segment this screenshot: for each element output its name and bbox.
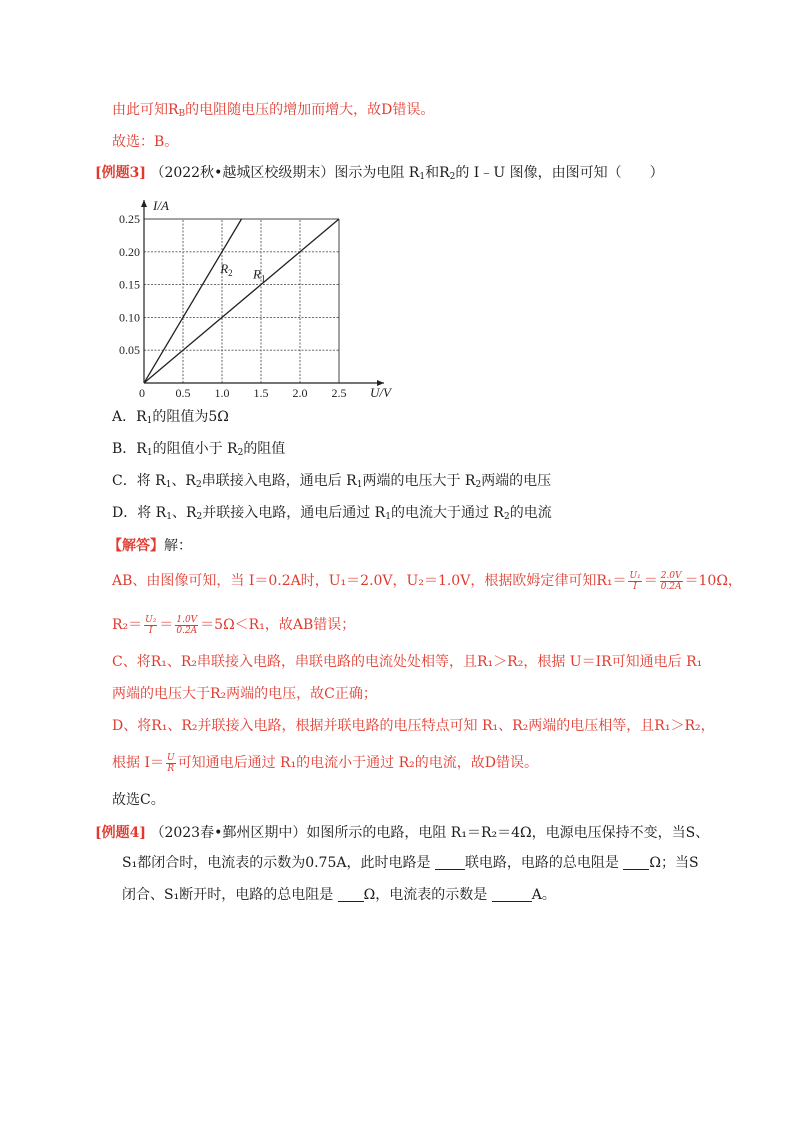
blank-total-resistance-1[interactable] <box>623 855 649 870</box>
example-3-label: [例题3] <box>95 165 146 181</box>
iu-graph <box>100 192 410 404</box>
chart-ticks <box>119 212 347 400</box>
series-line-r1 <box>144 219 339 383</box>
blank-ammeter-reading[interactable] <box>492 887 532 902</box>
blank-circuit-type[interactable] <box>435 855 465 870</box>
blank-total-resistance-2[interactable] <box>338 887 364 902</box>
x-tick-label: 2.5 <box>331 386 347 400</box>
example-4-line-2: S₁都闭合时，电流表的示数为0.75A，此时电路是 联电路，电路的总电阻是 Ω；当S <box>122 855 699 871</box>
solution-answer: 故选C。 <box>112 792 165 808</box>
y-tick-label: 0.20 <box>119 244 140 259</box>
example-4-question: [例题4] （2023春•鄞州区期中）如图所示的电路，电阻 R₁＝R₂＝4Ω，电源电压保持不变，当S、 <box>95 825 710 841</box>
option-d: D．将 $R_1$、$R_2$并联接入电路，通电后通过 $R_1$的电流大于通过 $R_2$的电流 <box>112 505 552 522</box>
y-tick-label: 0.25 <box>119 212 140 226</box>
y-tick-label: 0.10 <box>119 310 140 325</box>
x-tick-label: 1.0 <box>214 386 230 400</box>
x-tick-label: 0.5 <box>175 386 191 400</box>
example-3-question: [例题3] （2022秋•越城区校级期末）图示为电阻 $R_1$和$R_2$的 I﹣U 图像，由图可知（ ） <box>95 165 664 182</box>
y-axis-arrow <box>141 200 147 207</box>
solution-c-line: C、将R₁、R₂串联接入电路，串联电路的电流处处相等，且R₁＞R₂，根据 U＝IR可知通电后 R₁ <box>112 654 703 670</box>
solution-header: 【解答】解： <box>108 538 192 554</box>
solution-r2-line: R₂＝ $\frac{\text{U₂}}{I}$ ＝ $\frac{1.0V}{0.2A}$ ＝5Ω＜R₁，故AB错误； <box>112 614 356 636</box>
solution-d-line-2: 根据 I＝ $\frac{U}{R}$ 可知通电后通过 R₁的电流小于通过 R₂的电流，故D错误。 <box>112 752 539 774</box>
solution-ab-line: AB、由图像可知，当 I＝0.2A时，U₁＝2.0V，U₂＝1.0V，根据欧姆定律可知R₁＝ $\frac{\text{U₁}}{I}$ ＝ $\frac{2.0V}{0.2A}$ ＝10Ω， <box>112 570 742 592</box>
solution-c-line-2: 两端的电压大于R₂两端的电压，故C正确； <box>112 686 377 702</box>
x-tick-label: 2.0 <box>292 386 308 400</box>
x-tick-label: 1.5 <box>253 386 269 400</box>
x-axis-label: U/V <box>370 385 391 400</box>
option-b: B．$R_1$的阻值小于 $R_2$的阻值 <box>112 441 286 458</box>
series-line-r2 <box>144 219 242 383</box>
option-c: C．将 $R_1$、$R_2$串联接入电路，通电后 $R_1$两端的电压大于 $R_2$两端的电压 <box>112 473 552 490</box>
option-a: A．$R_1$的阻值为5Ω <box>112 409 229 426</box>
series-label-r1: $R_1$ <box>253 266 266 284</box>
y-tick-label: 0.15 <box>119 277 140 292</box>
example-4-line-3: 闭合、S₁断开时，电路的总电阻是 Ω，电流表的示数是 A。 <box>122 887 556 903</box>
y-axis-label: I/A <box>153 198 169 213</box>
chart-series <box>144 219 339 383</box>
example-4-label: [例题4] <box>95 825 146 841</box>
solution-d-line: D、将R₁、R₂并联接入电路，根据并联电路的电压特点可知 R₁、R₂两端的电压相等，且R₁＞R₂， <box>112 718 715 734</box>
intro-line: 由此可知$R_B$的电阻随电压的增加而增大，故D错误。 <box>112 102 435 119</box>
series-label-r2: $R_2$ <box>220 260 233 278</box>
x-tick-label: 0 <box>139 386 145 400</box>
chart-axes <box>141 198 393 400</box>
intro-answer: 故选：B。 <box>112 134 179 150</box>
y-tick-label: 0.05 <box>119 343 140 358</box>
